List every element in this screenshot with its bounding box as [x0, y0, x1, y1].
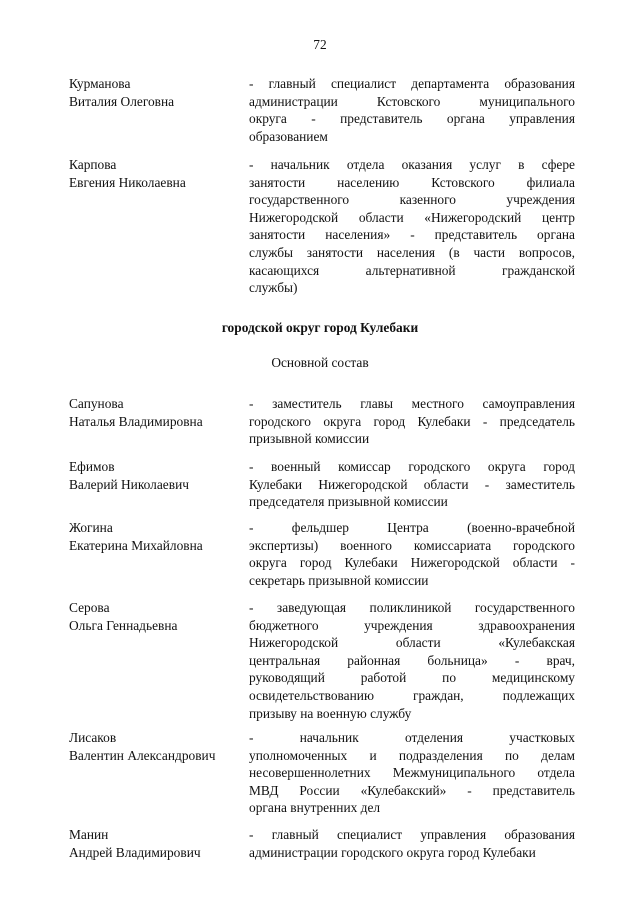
role-line: секретарь призывной комиссии: [249, 572, 429, 588]
member-entry: [69, 458, 575, 511]
role-line: Кулебаки Нижегородской области - заместитель: [249, 476, 575, 492]
member-role: [249, 156, 575, 297]
member-given-names: Евгения Николаевна: [69, 174, 186, 190]
member-surname: Манин: [69, 827, 109, 842]
member-entry: [69, 156, 575, 297]
member-entry: [69, 75, 575, 145]
role-line: центральная районная больница» - врач,: [249, 652, 575, 668]
member-name: [69, 729, 249, 817]
role-line: - военный комиссар городского округа город: [249, 459, 575, 474]
role-line: администрации Кстовского муниципального: [249, 93, 575, 109]
member-role: [249, 395, 575, 448]
member-surname: Серова: [69, 600, 110, 615]
role-line: - заместитель главы местного самоуправления: [249, 396, 575, 411]
member-given-names: Андрей Владимирович: [69, 844, 201, 860]
member-entry: [69, 826, 575, 861]
member-name: [69, 156, 249, 297]
member-surname: Жогина: [69, 520, 113, 535]
role-line: государственного казенного учреждения: [249, 192, 575, 208]
role-line: администрации городского округа город Кулебаки: [249, 844, 536, 860]
role-line: органа внутренних дел: [249, 800, 381, 816]
member-name: [69, 826, 249, 861]
role-line: руководящий работой по медицинскому: [249, 670, 575, 686]
member-entry: [69, 395, 575, 448]
member-given-names: Екатерина Михайловна: [69, 537, 203, 553]
member-name: [69, 458, 249, 511]
member-role: [249, 458, 575, 511]
member-given-names: Виталия Олеговна: [69, 93, 175, 109]
member-name: [69, 519, 249, 589]
member-given-names: Ольга Геннадьевна: [69, 617, 178, 633]
role-line: Нижегородской области «Нижегородский центр: [249, 209, 575, 225]
member-entry: [69, 519, 575, 589]
role-line: образованием: [249, 128, 328, 144]
member-surname: Карпова: [69, 157, 117, 172]
member-role: [249, 826, 575, 861]
role-line: экспертизы) военного комиссариата городского: [249, 537, 575, 553]
role-line: округа - представитель органа управления: [249, 111, 575, 127]
role-line: - фельдшер Центра (военно-врачебной: [249, 520, 575, 535]
member-surname: Ефимов: [69, 459, 115, 474]
member-role: [249, 75, 575, 145]
role-line: - главный специалист департамента образования: [249, 76, 575, 91]
role-line: МВД России «Кулебакский» - представитель: [249, 782, 575, 798]
role-line: несовершеннолетних Межмуниципального отдела: [249, 765, 575, 781]
role-line: касающихся альтернативной гражданской: [249, 262, 575, 278]
role-line: службы занятости населения (в части вопросов,: [249, 244, 575, 260]
role-line: освидетельствованию граждан, подлежащих: [249, 687, 575, 703]
member-entry: [69, 599, 575, 722]
member-role: [249, 599, 575, 722]
role-line: уполномоченных и подразделения по делам: [249, 747, 575, 763]
role-line: городского округа город Кулебаки - председатель: [249, 413, 575, 429]
role-line: призыву на военную службу: [249, 705, 412, 721]
member-surname: Курманова: [69, 76, 131, 91]
role-line: - главный специалист управления образования: [249, 827, 575, 842]
role-line: службы): [249, 280, 298, 296]
role-line: Нижегородской области «Кулебакская: [249, 635, 575, 651]
subsection-title: Основной состав: [271, 355, 369, 370]
member-entry: [69, 729, 575, 817]
role-line: - заведующая поликлиникой государственного: [249, 600, 575, 615]
member-surname: Сапунова: [69, 396, 124, 411]
role-line: округа город Кулебаки Нижегородской области -: [249, 555, 575, 571]
role-line: призывной комиссии: [249, 431, 370, 447]
role-line: - начальник отдела оказания услуг в сфере: [249, 157, 575, 172]
member-role: [249, 519, 575, 589]
page-number: 72: [313, 37, 327, 52]
role-line: председателя призывной комиссии: [249, 494, 448, 510]
role-line: - начальник отделения участковых: [249, 730, 575, 745]
role-line: бюджетного учреждения здравоохранения: [249, 617, 575, 633]
member-given-names: Валентин Александрович: [69, 747, 216, 763]
role-line: занятости населения» - представитель органа: [249, 227, 575, 243]
member-given-names: Наталья Владимировна: [69, 413, 203, 429]
member-name: [69, 599, 249, 722]
role-line: занятости населению Кстовского филиала: [249, 174, 575, 190]
member-given-names: Валерий Николаевич: [69, 476, 189, 492]
member-name: [69, 75, 249, 145]
member-role: [249, 729, 575, 817]
section-title: городской округ город Кулебаки: [221, 320, 419, 335]
member-name: [69, 395, 249, 448]
member-surname: Лисаков: [69, 730, 117, 745]
